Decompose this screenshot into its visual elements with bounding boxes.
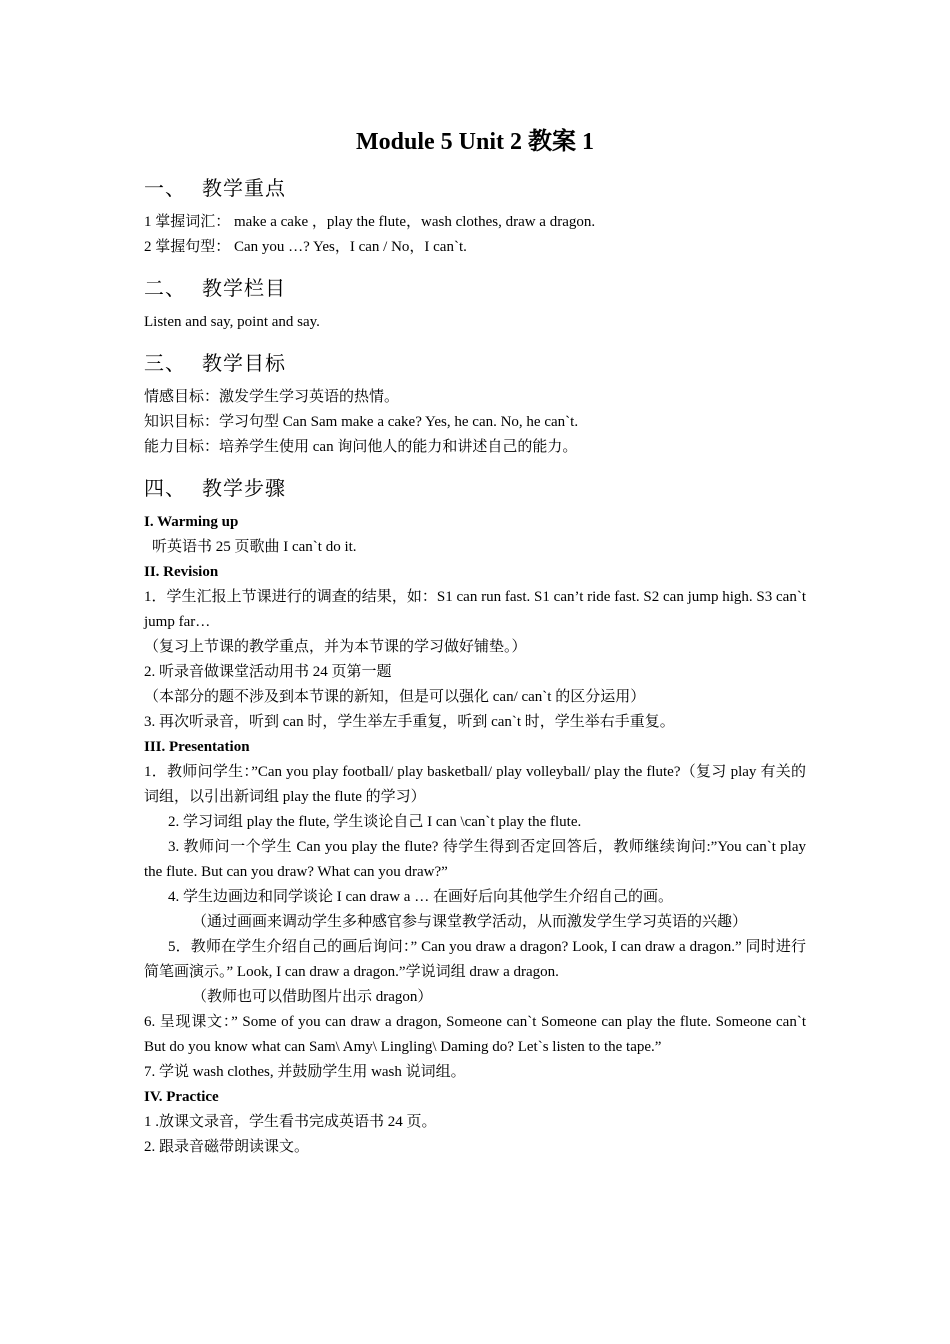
step-line: （复习上节课的教学重点，并为本节课的学习做好铺垫。） xyxy=(144,639,527,655)
section-heading-steps xyxy=(144,474,806,502)
document-title: Module 5 Unit 2 教案 1 xyxy=(355,129,594,155)
section-heading-focus xyxy=(144,174,806,202)
section-number: 四、 xyxy=(144,476,186,500)
step-paragraph: 3. 教师问一个学生 Can you play the flute? 待学生得到否定回答后，教师继续询问:”You can`t play the flute. But can you draw? What can you draw?” xyxy=(144,839,806,880)
step-line: （本部分的题不涉及到本节课的新知，但是可以强化 can/ can`t 的区分运用） xyxy=(144,689,646,705)
step-line: （教师也可以借助图片出示 dragon） xyxy=(192,989,433,1005)
section-label: 教学栏目 xyxy=(202,276,286,300)
section-label: 教学目标 xyxy=(202,351,286,375)
section-heading-column xyxy=(144,274,806,302)
step-line: 听英语书 25 页歌曲 I can`t do it. xyxy=(152,539,357,555)
section-number: 一、 xyxy=(144,176,186,200)
focus-sentences: 2 掌握句型： Can you …? Yes，I can / No，I can`t. xyxy=(144,239,467,255)
goal-knowledge: 知识目标：学习句型 Can Sam make a cake? Yes, he can. No, he can`t. xyxy=(144,414,579,430)
section-label: 教学步骤 xyxy=(202,476,286,500)
step-line: 7. 学说 wash clothes, 并鼓励学生用 wash 说词组。 xyxy=(144,1064,466,1080)
step-paragraph: 1．教师问学生：”Can you play football/ play basketball/ play volleyball/ play the flute?（复习 play 有关的词组，以引出新词组 play the flute 的学习） xyxy=(144,764,806,805)
step-line: 1 .放课文录音，学生看书完成英语书 24 页。 xyxy=(144,1114,437,1130)
step-line: 3. 再次听录音，听到 can 时，学生举左手重复，听到 can`t 时，学生举右手重复。 xyxy=(144,714,675,730)
section-number: 二、 xyxy=(144,276,186,300)
step-heading-practice: IV. Practice xyxy=(144,1089,219,1105)
step-paragraph: 1．学生汇报上节课进行的调查的结果，如：S1 can run fast. S1 can’t ride fast. S2 can jump high. S3 can`t jump far… xyxy=(144,589,806,630)
goal-emotion: 情感目标：激发学生学习英语的热情。 xyxy=(144,389,400,405)
step-line: 2. 跟录音磁带朗读课文。 xyxy=(144,1139,310,1155)
section-heading-goals xyxy=(144,349,806,377)
section-number: 三、 xyxy=(144,351,186,375)
step-paragraph: 5．教师在学生介绍自己的画后询问：” Can you draw a dragon? Look, I can draw a dragon.” 同时进行简笔画演示。” Look, I can draw a dragon.”学说词组 draw a dragon. xyxy=(144,939,806,980)
step-line: 4. 学生边画边和同学谈论 I can draw a … 在画好后向其他学生介绍自己的画。 xyxy=(168,889,673,905)
step-line: 2. 学习词组 play the flute, 学生谈论自己 I can \can`t play the flute. xyxy=(168,814,582,830)
step-paragraph: 6. 呈现课文：” Some of you can draw a dragon, Someone can`t Someone can play the flute. Someone can`t But do you know what can Sam\ Amy\ Lingling\ Daming do? Let`s listen to the tape.” xyxy=(144,1014,806,1055)
step-heading-warming-up: I. Warming up xyxy=(144,514,239,530)
step-line: 2. 听录音做课堂活动用书 24 页第一题 xyxy=(144,664,392,680)
step-heading-revision: II. Revision xyxy=(144,564,219,580)
column-text: Listen and say, point and say. xyxy=(144,314,320,330)
step-heading-presentation: III. Presentation xyxy=(144,739,250,755)
goal-ability: 能力目标：培养学生使用 can 询问他人的能力和讲述自己的能力。 xyxy=(144,439,578,455)
step-line: （通过画画来调动学生多种感官参与课堂教学活动，从而激发学生学习英语的兴趣） xyxy=(192,914,748,930)
document-page xyxy=(144,128,806,1160)
focus-vocabulary: 1 掌握词汇： make a cake ，play the flute，wash clothes, draw a dragon. xyxy=(144,214,596,230)
section-label: 教学重点 xyxy=(202,176,286,200)
